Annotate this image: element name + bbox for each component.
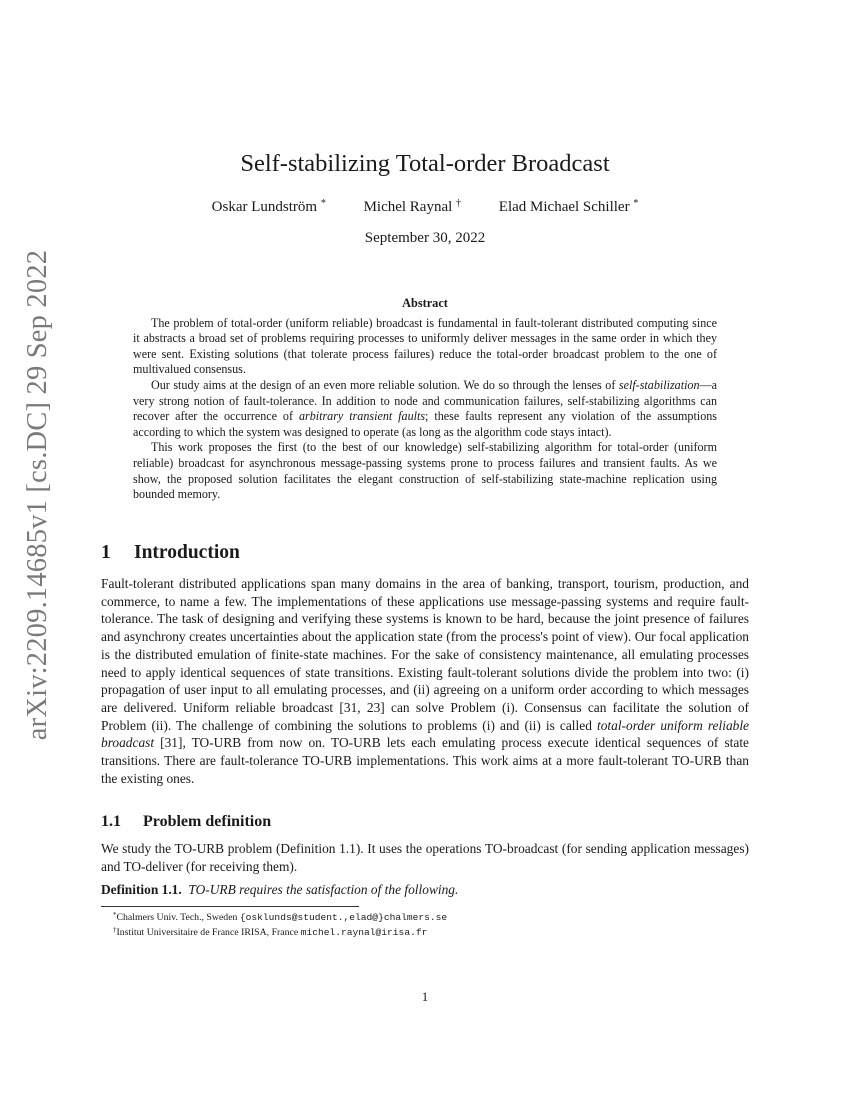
abstract-paragraph: Our study aims at the design of an even more reliable solution. We do so through the lenses of self-stabilization—a very strong notion of fault-tolerance. In addition to node and communication failures, self-stabilizing algorithms can recover after the occurrence of arbitrary transient faults; these faults represent any violation of the assumptions according to which the system was designed to operate (as long as the algorithm code stays intact). (133, 377, 717, 439)
subsection-heading-problem-definition (101, 813, 271, 831)
footnote: †Institut Universitaire de France IRISA, France michel.raynal@irisa.fr (113, 926, 428, 939)
email-address: {osklunds@student.,elad@}chalmers.se (239, 912, 448, 923)
paper-date: September 30, 2022 (364, 230, 486, 246)
definition-label: Definition 1.1. (101, 882, 182, 897)
affiliation-mark: † (456, 198, 462, 209)
arxiv-identifier-stamp (18, 249, 58, 741)
subsection-title: Problem definition (143, 813, 272, 830)
introduction-paragraph: Fault-tolerant distributed applications span many domains in the area of banking, transport, tourism, production, and commerce, to name a few. The implementations of these applications use message-passing systems and require fault-tolerance. The task of designing and verifying these systems is known to be hard, because the joint presence of failures and asynchrony creates uncertainties about the application state (from the process's point of view). Our focal application is the distributed emulation of finite-state machines. For the sake of consistency maintenance, all emulating processes need to apply identical sequences of state transitions. Existing fault-tolerant solutions divide the problem into two: (i) propagation of user input to all emulating processes, and (ii) agreeing on a uniform order according to which messages are delivered. Uniform reliable broadcast [31, 23] can solve Problem (i). Consensus can facilitate the solution of Problem (ii). The challenge of combining the solutions to problems (i) and (ii) is called total-order uniform reliable broadcast [31], TO-URB from now on. TO-URB lets each emulating process execute identical sequences of state transitions. There are fault-tolerance TO-URB implementations. This work aims at a more fault-tolerant TO-URB than the existing ones. (101, 576, 749, 786)
section-title: Introduction (134, 542, 240, 563)
paper-title: Self-stabilizing Total-order Broadcast (240, 150, 610, 177)
section-number: 1 (101, 542, 111, 563)
author: Oskar Lundström * (211, 198, 326, 215)
footnote-divider (101, 906, 359, 907)
definition-text: TO-URB requires the satisfaction of the following. (188, 882, 459, 897)
author: Elad Michael Schiller * (498, 198, 639, 215)
abstract (133, 296, 717, 503)
footnote: *Chalmers Univ. Tech., Sweden {osklunds@student.,elad@}chalmers.se (113, 911, 448, 923)
page-number: 1 (421, 989, 429, 1004)
affiliation-mark: * (633, 198, 639, 209)
author: Michel Raynal † (363, 198, 462, 215)
section-heading-introduction (101, 542, 240, 564)
definition-1-1 (101, 882, 458, 898)
problem-definition-paragraph: We study the TO-URB problem (Definition 1.1). It uses the operations TO-broadcast (for sending application messages) and TO-deliver (for receiving them). (101, 841, 749, 874)
affiliation-mark: * (320, 198, 326, 209)
footnotes (113, 909, 447, 940)
author-list (0, 198, 850, 216)
arxiv-id-text: arXiv:2209.14685v1 [cs.DC] 29 Sep 2022 (22, 249, 53, 741)
abstract-paragraph: This work proposes the first (to the best of our knowledge) self-stabilizing algorithm for total-order (uniform reliable) broadcast for asynchronous message-passing systems prone to process failures and transient faults. As we show, the proposed solution facilitates the elegant construction of self-stabilizing state-machine replication using bounded memory. (133, 440, 717, 502)
abstract-heading: Abstract (402, 296, 448, 310)
subsection-number: 1.1 (101, 813, 121, 830)
abstract-paragraph: The problem of total-order (uniform reliable) broadcast is fundamental in fault-tolerant distributed computing since it abstracts a broad set of problems requiring processes to uniformly deliver messages in the same order in which they were sent. Existing solutions (that tolerate process failures) reduce the total-order broadcast problem to the one of multivalued consensus. (133, 315, 717, 377)
email-address: michel.raynal@irisa.fr (300, 927, 428, 939)
